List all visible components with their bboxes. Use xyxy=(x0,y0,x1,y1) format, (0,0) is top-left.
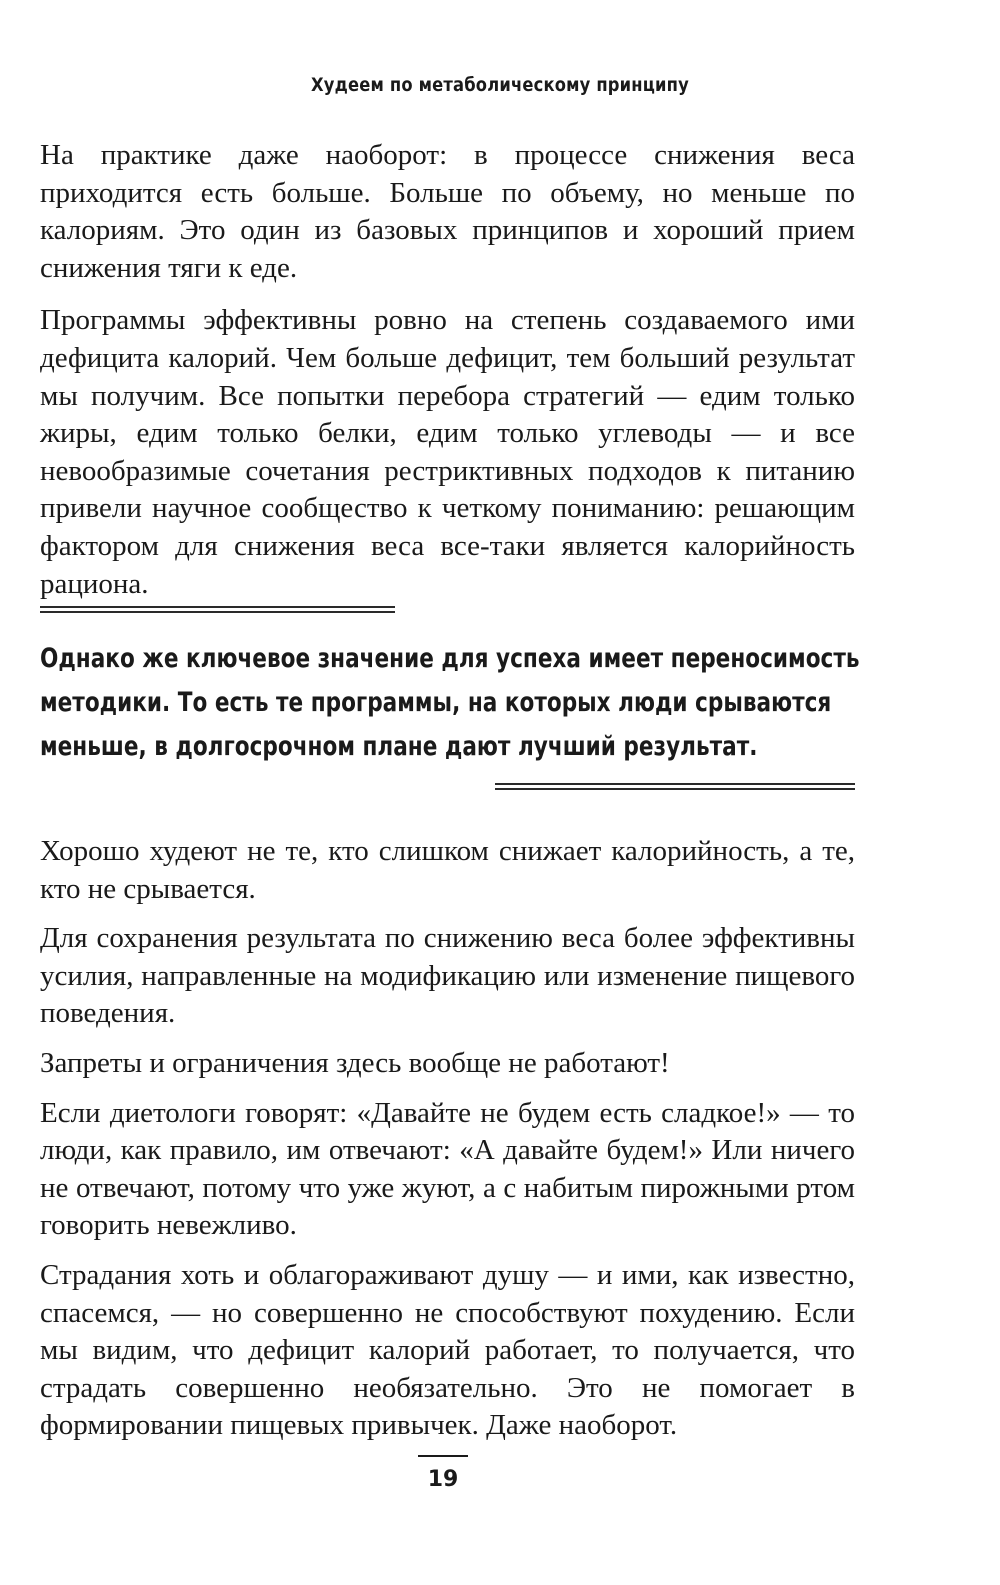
running-head: Худеем по метаболическому принципу xyxy=(311,74,689,96)
body-text-bottom xyxy=(40,833,855,1445)
paragraph: Программы эффективны ровно на степень создаваемого ими дефицита калорий. Чем больше дефицит, тем больший результат мы получим. Все попытки перебора стратегий — едим только жиры, едим только белки, едим только углеводы — и все невообразимые сочетания рестриктивных подходов к питанию привели научное сообщество к четкому пониманию: решающим фактором для снижения веса все-таки является калорийность рациона. xyxy=(40,304,855,600)
pullquote-line: методики. То есть те программы, на которых люди срываются xyxy=(40,687,832,718)
paragraph: Хорошо худеют не те, кто слишком снижает калорийность, а те, кто не срывается. xyxy=(40,835,855,905)
page-number: 19 xyxy=(427,1467,459,1492)
folio-rule xyxy=(418,1455,468,1457)
pullquote-line: Однако же ключевое значение для успеха имеет переносимость xyxy=(40,643,860,674)
pullquote-rule-top xyxy=(40,606,395,613)
paragraph: Страдания хоть и облагораживают душу — и ими, как известно, спасемся, — но совершенно не способствуют похудению. Если мы видим, что дефицит калорий работает, то получается, что страдать совершенно необязательно. Это не помогает в формировании пищевых привычек. Даже наоборот. xyxy=(40,1258,855,1442)
pullquote-line: меньше, в долгосрочном плане дают лучший результат. xyxy=(40,731,758,762)
paragraph: На практике даже наоборот: в процессе снижения веса приходится есть больше. Больше по объему, но меньше по калориям. Это один из базовых принципов и хороший прием снижения тяги к еде. xyxy=(40,139,855,284)
paragraph: Для сохранения результата по снижению веса более эффективны усилия, направленные на модификацию или изменение пищевого поведения. xyxy=(40,922,855,1030)
paragraph: Запреты и ограничения здесь вообще не работают! xyxy=(40,1046,670,1079)
body-text-top xyxy=(40,137,855,603)
pullquote xyxy=(40,637,860,769)
paragraph: Если диетологи говорят: «Давайте не будем есть сладкое!» — то люди, как правило, им отвечают: «А давайте будем!» Или ничего не отвечают, потому что уже жуют, а с набитым пирожными ртом говорить невежливо. xyxy=(40,1096,855,1242)
pullquote-rule-bottom xyxy=(495,783,855,790)
